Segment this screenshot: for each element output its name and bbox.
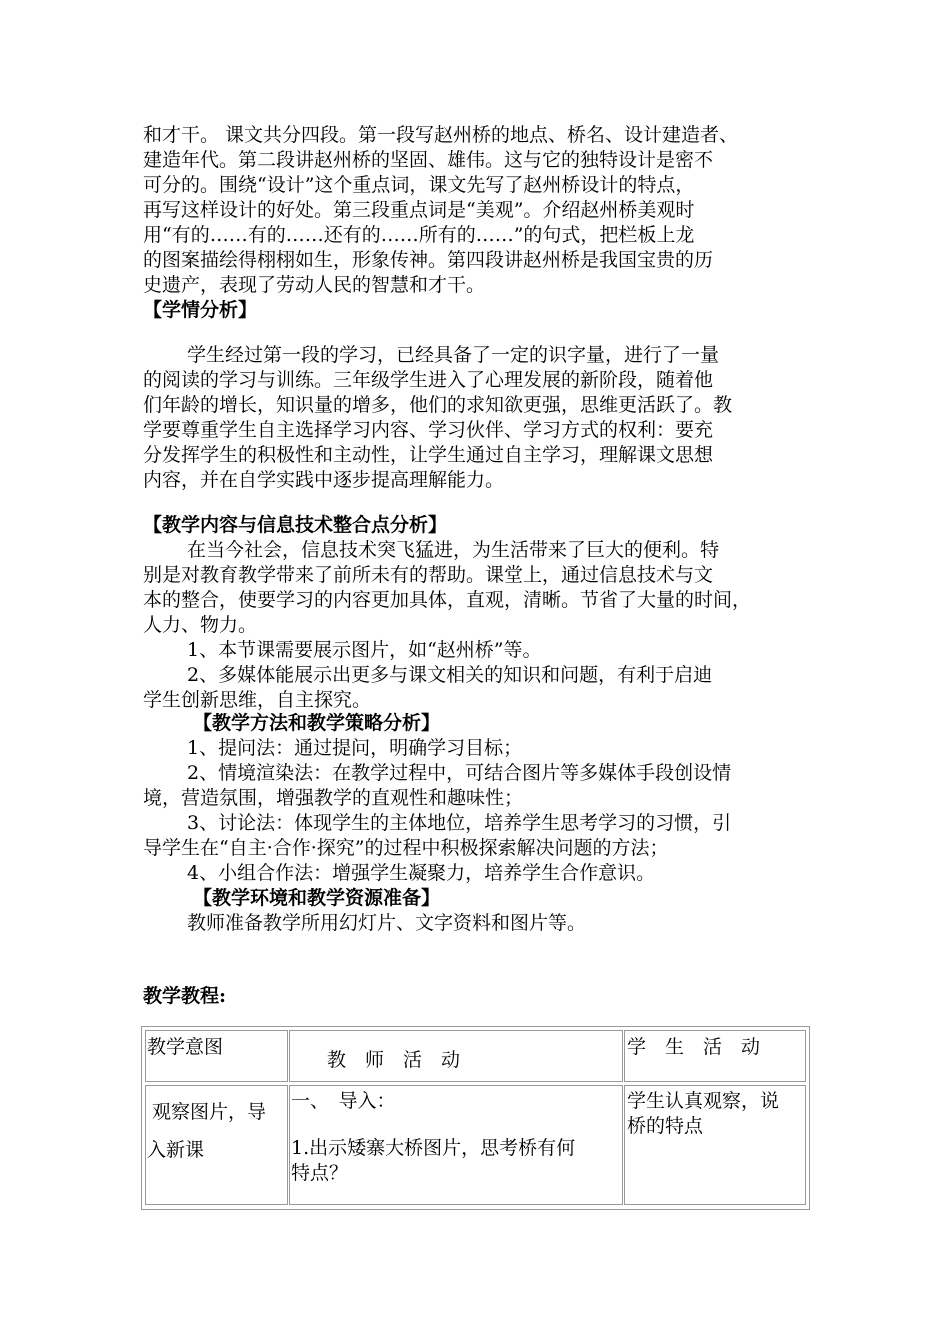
text-line: 们年龄的增长，知识量的增多，他们的求知欲更强，思维更活跃了。教 (143, 394, 733, 416)
env-paragraph (143, 911, 815, 936)
teacher-line: 特点？ (291, 1162, 349, 1184)
text-line: 人力、物力。 (143, 614, 258, 636)
intent-line: 观察图片，导 (152, 1101, 267, 1123)
text-line: 学生经过第一段的学习，已经具备了一定的识字量，进行了一量 (187, 344, 720, 366)
intent-line: 入新课 (147, 1139, 205, 1161)
table-header-cell (289, 1030, 623, 1082)
text-line: 别是对教育教学带来了前所未有的帮助。课堂上，通过信息技术与文 (143, 564, 714, 586)
text-line: 导学生在“自主·合作·探究”的过程中积极探索解决问题的方法； (143, 837, 669, 859)
text-line: 1、提问法：通过提问，明确学习目标； (187, 737, 523, 759)
text-line: 2、多媒体能展示出更多与课文相关的知识和问题，有利于启迪 (187, 664, 713, 686)
text-line: 4、小组合作法：增强学生凝聚力，培养学生合作意识。 (187, 862, 656, 884)
header-student: 学 生 活 动 (627, 1036, 761, 1058)
student-line: 桥的特点 (627, 1115, 704, 1137)
lesson-table (141, 1026, 810, 1210)
text-line: 分发挥学生的积极性和主动性，让学生通过自主学习，理解课文思想 (143, 444, 714, 466)
text-line: 3、讨论法：体现学生的主体地位，培养学生思考学习的习惯，引 (187, 812, 732, 834)
text-line: 教师准备教学所用幻灯片、文字资料和图片等。 (187, 912, 587, 934)
text-line: 学生创新思维，自主探究。 (143, 689, 372, 711)
it-integration-paragraph (143, 538, 815, 713)
teacher-line: 一、 导入： (291, 1090, 396, 1112)
process-label: 教学教程: (143, 985, 227, 1007)
text-line: 1、本节课需要展示图片，如“赵州桥”等。 (187, 639, 542, 661)
section-heading-method: 【教学方法和教学策略分析】 (193, 712, 441, 734)
header-intent: 教学意图 (147, 1036, 224, 1058)
student-analysis-paragraph (143, 343, 815, 493)
section-heading-student: 【学情分析】 (143, 299, 258, 321)
section-heading-env: 【教学环境和教学资源准备】 (193, 887, 441, 909)
text-line: 学要尊重学生自主选择学习内容、学习伙伴、学习方式的权利：要充 (143, 419, 714, 441)
table-row-student-cell (624, 1085, 806, 1205)
text-line: 境，营造氛围，增强教学的直观性和趣味性； (143, 787, 524, 809)
text-line: 内容，并在自学实践中逐步提高理解能力。 (143, 469, 505, 491)
text-line: 再写这样设计的好处。第三段重点词是“美观”。介绍赵州桥美观时 (143, 199, 695, 221)
intro-paragraph (143, 123, 815, 298)
section-heading-it: 【教学内容与信息技术整合点分析】 (143, 514, 448, 536)
text-line: 史遗产，表现了劳动人民的智慧和才干。 (143, 274, 486, 296)
text-line: 可分的。围绕“设计”这个重点词，课文先写了赵州桥设计的特点， (143, 174, 695, 196)
table-row-intent-cell (145, 1085, 288, 1205)
table-header-cell (145, 1030, 288, 1082)
text-line: 在当今社会，信息技术突飞猛进，为生活带来了巨大的便利。特 (187, 539, 720, 561)
text-line: 本的整合，使要学习的内容更加具体，直观，清晰。节省了大量的时间， (143, 589, 752, 611)
table-header-cell (624, 1030, 806, 1082)
method-paragraph (143, 736, 815, 886)
text-line: 2、情境渲染法：在教学过程中，可结合图片等多媒体手段创设情 (187, 762, 732, 784)
table-row-teacher-cell (289, 1085, 623, 1205)
text-line: 和才干。 课文共分四段。第一段写赵州桥的地点、桥名、设计建造者、 (143, 124, 739, 146)
text-line: 的阅读的学习与训练。三年级学生进入了心理发展的新阶段，随着他 (143, 369, 714, 391)
student-line: 学生认真观察，说 (627, 1090, 780, 1112)
text-line: 的图案描绘得栩栩如生，形象传神。第四段讲赵州桥是我国宝贵的历 (143, 249, 714, 271)
text-line: 用“有的……有的……还有的……所有的……”的句式，把栏板上龙 (143, 224, 695, 246)
header-teacher: 教 师 活 动 (327, 1049, 461, 1071)
text-line: 建造年代。第二段讲赵州桥的坚固、雄伟。这与它的独特设计是密不 (143, 149, 714, 171)
teacher-line: 1.出示矮寨大桥图片，思考桥有何 (291, 1137, 576, 1159)
